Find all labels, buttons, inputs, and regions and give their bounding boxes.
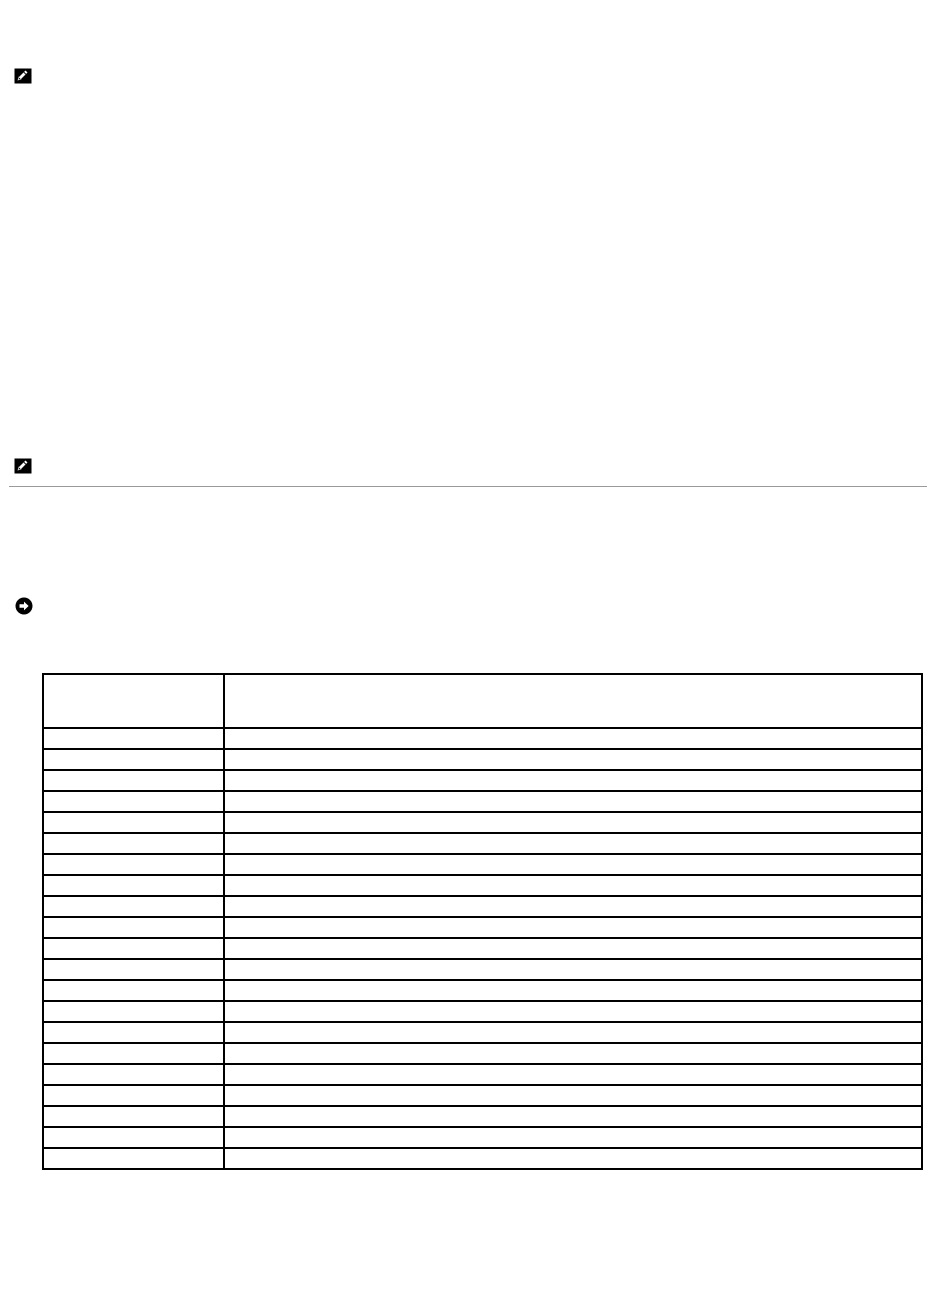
- table-row: [43, 896, 922, 917]
- table-cell: [43, 980, 224, 1001]
- table-cell: [43, 1127, 224, 1148]
- table-row: [43, 1022, 922, 1043]
- table-cell: [43, 770, 224, 791]
- table-cell: [224, 917, 922, 938]
- table-cell: [224, 1127, 922, 1148]
- table-cell: [43, 1106, 224, 1127]
- table-cell: [224, 770, 922, 791]
- table-cell: [43, 1064, 224, 1085]
- table-row: [43, 812, 922, 833]
- table-cell: [224, 959, 922, 980]
- table-cell: [43, 938, 224, 959]
- table-cell: [224, 728, 922, 749]
- table-cell: [43, 1148, 224, 1169]
- table-cell: [43, 1043, 224, 1064]
- table-cell: [224, 875, 922, 896]
- table-cell: [224, 833, 922, 854]
- table-row: [43, 1148, 922, 1169]
- table-cell: [224, 938, 922, 959]
- table-row: [43, 749, 922, 770]
- note-pencil-icon: [14, 458, 32, 474]
- table-row: [43, 728, 922, 749]
- table-row: [43, 1064, 922, 1085]
- table-row: [43, 791, 922, 812]
- table-cell: [43, 1022, 224, 1043]
- table-cell: [43, 917, 224, 938]
- table-cell: [224, 1064, 922, 1085]
- table-row: [43, 959, 922, 980]
- table-cell: [224, 1001, 922, 1022]
- table-row: [43, 1127, 922, 1148]
- note-pencil-icon: [14, 68, 32, 84]
- table-header-cell: [43, 674, 224, 728]
- table-cell: [224, 1106, 922, 1127]
- table-row: [43, 1001, 922, 1022]
- table-row: [43, 980, 922, 1001]
- table-row: [43, 938, 922, 959]
- table-cell: [43, 791, 224, 812]
- table-header-row: [43, 674, 922, 728]
- table-cell: [224, 1085, 922, 1106]
- table-cell: [43, 749, 224, 770]
- table-cell: [224, 1022, 922, 1043]
- table-cell: [224, 854, 922, 875]
- table-row: [43, 1043, 922, 1064]
- table-cell: [43, 728, 224, 749]
- table-cell: [224, 812, 922, 833]
- table-cell: [43, 1085, 224, 1106]
- table-cell: [224, 896, 922, 917]
- table-cell: [224, 1148, 922, 1169]
- table-row: [43, 1106, 922, 1127]
- table-cell: [224, 749, 922, 770]
- table-header-cell: [224, 674, 922, 728]
- table-cell: [43, 896, 224, 917]
- notice-arrow-icon: [15, 597, 33, 615]
- table-cell: [43, 833, 224, 854]
- table-cell: [43, 959, 224, 980]
- table-cell: [43, 812, 224, 833]
- spec-table: [42, 673, 923, 1170]
- table-cell: [43, 875, 224, 896]
- table-row: [43, 833, 922, 854]
- table-row: [43, 854, 922, 875]
- table-row: [43, 1085, 922, 1106]
- table-row: [43, 875, 922, 896]
- table-row: [43, 917, 922, 938]
- table-cell: [43, 1001, 224, 1022]
- table-cell: [224, 980, 922, 1001]
- table-cell: [224, 791, 922, 812]
- section-divider: [9, 486, 927, 487]
- table-cell: [224, 1043, 922, 1064]
- table-row: [43, 770, 922, 791]
- table-cell: [43, 854, 224, 875]
